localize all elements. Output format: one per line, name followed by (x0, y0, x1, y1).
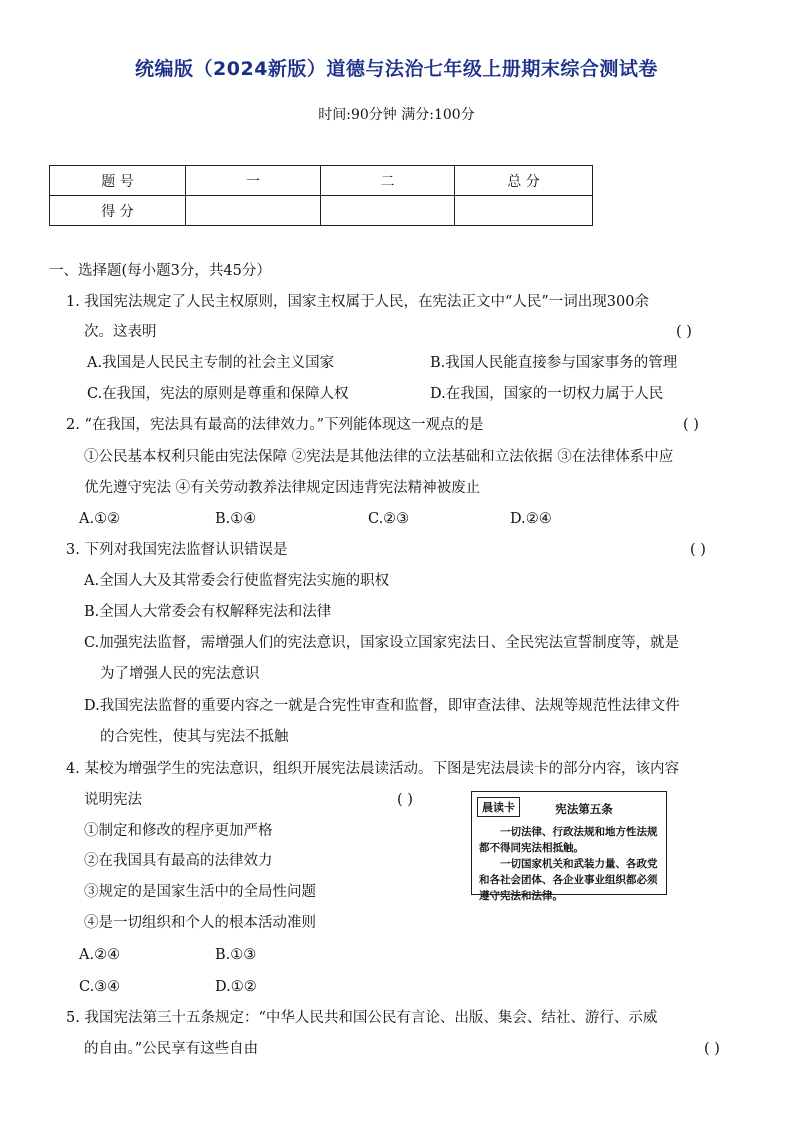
exam-time-info: 时间:90分钟 满分:100分 (318, 107, 475, 123)
q3-stem: 3. 下列对我国宪法监督认识错误是 (66, 542, 288, 558)
q1-option-d[interactable]: D.在我国，国家的一切权力属于人民 (430, 386, 664, 402)
score-table-header-row (50, 166, 593, 196)
card-paragraph-2: 一切国家机关和武装力量、各政党和各社会团体、各企业事业组织都必须遵守宪法和法律。 (479, 858, 658, 902)
q1-option-c[interactable]: C.在我国，宪法的原则是尊重和保障人权 (87, 386, 349, 402)
card-paragraph-1: 一切法律、行政法规和地方性法规都不得同宪法相抵触。 (479, 826, 658, 854)
card-tag: 晨读卡 (477, 797, 520, 817)
q3-option-c-line1[interactable]: C.加强宪法监督，需增强人们的宪法意识，国家设立国家宪法日、全民宪法宣誓制度等，就是 (84, 635, 680, 651)
score-row-label: 得 分 (50, 196, 186, 226)
morning-reading-card (471, 791, 667, 902)
exam-title: 统编版（2024新版）道德与法治七年级上册期末综合测试卷 (135, 58, 658, 80)
score-table-score-row (50, 196, 593, 226)
q5-answer-blank[interactable]: ( ) (704, 1041, 720, 1057)
score-header-part1: 一 (186, 166, 321, 196)
score-header-total: 总 分 (455, 166, 593, 196)
section-heading: 一、选择题(每小题3分，共45分） (49, 263, 271, 279)
q2-option-c[interactable]: C.②③ (368, 511, 410, 527)
q3-option-c-line2: 为了增强人民的宪法意识 (100, 666, 260, 682)
q2-statements-line2: 优先遵守宪法 ④有关劳动教养法律规定因违背宪法精神被废止 (84, 480, 481, 496)
q3-option-d-line2: 的合宪性，使其与宪法不抵触 (100, 729, 289, 745)
score-header-label: 题 号 (50, 166, 186, 196)
score-cell-total[interactable] (455, 196, 593, 226)
score-header-part2: 二 (321, 166, 455, 196)
q3-option-a[interactable]: A.全国人大及其常委会行使监督宪法实施的职权 (84, 573, 390, 589)
card-body (479, 824, 661, 904)
q4-stem-line1: 4. 某校为增强学生的宪法意识，组织开展宪法晨读活动。下图是宪法晨读卡的部分内容，该内容 (66, 761, 679, 777)
score-cell-part1[interactable] (186, 196, 321, 226)
q4-statement-4: ④是一切组织和个人的根本活动准则 (84, 915, 316, 931)
q1-answer-blank[interactable]: ( ) (676, 324, 692, 340)
q2-option-d[interactable]: D.②④ (510, 511, 552, 527)
score-table (49, 165, 593, 226)
q4-option-d[interactable]: D.①② (215, 979, 257, 995)
q5-stem-line1: 5. 我国宪法第三十五条规定：“中华人民共和国公民有言论、出版、集会、结社、游行、示威 (66, 1010, 658, 1026)
q4-statement-3: ③规定的是国家生活中的全局性问题 (84, 884, 316, 900)
q4-option-a[interactable]: A.②④ (79, 947, 121, 963)
q3-option-b[interactable]: B.全国人大常委会有权解释宪法和法律 (84, 604, 332, 620)
q2-option-b[interactable]: B.①④ (215, 511, 257, 527)
q4-stem-line2: 说明宪法 (84, 792, 142, 808)
q3-option-d-line1[interactable]: D.我国宪法监督的重要内容之一就是合宪性审查和监督，即审查法律、法规等规范性法律文件 (84, 698, 680, 714)
q2-answer-blank[interactable]: ( ) (683, 417, 699, 433)
q3-answer-blank[interactable]: ( ) (690, 542, 706, 558)
q1-option-b[interactable]: B.我国人民能直接参与国家事务的管理 (430, 355, 678, 371)
q5-stem-line2: 的自由。”公民享有这些自由 (84, 1041, 259, 1057)
q1-stem-line2: 次。这表明 (84, 324, 157, 340)
q1-stem-line1: 1. 我国宪法规定了人民主权原则，国家主权属于人民，在宪法正文中“人民”一词出现300余 (66, 294, 649, 310)
q4-answer-blank[interactable]: ( ) (397, 792, 413, 808)
q4-option-c[interactable]: C.③④ (79, 979, 121, 995)
q1-option-a[interactable]: A.我国是人民民主专制的社会主义国家 (87, 355, 335, 371)
score-cell-part2[interactable] (321, 196, 455, 226)
q4-statement-1: ①制定和修改的程序更加严格 (84, 823, 273, 839)
card-title: 宪法第五条 (555, 802, 613, 816)
q2-statements-line1: ①公民基本权利只能由宪法保障 ②宪法是其他法律的立法基础和立法依据 ③在法律体系中应 (84, 449, 674, 465)
q2-stem: 2. “在我国，宪法具有最高的法律效力。”下列能体现这一观点的是 (66, 417, 484, 433)
q2-option-a[interactable]: A.①② (79, 511, 121, 527)
q4-option-b[interactable]: B.①③ (215, 947, 257, 963)
q4-statement-2: ②在我国具有最高的法律效力 (84, 853, 273, 869)
